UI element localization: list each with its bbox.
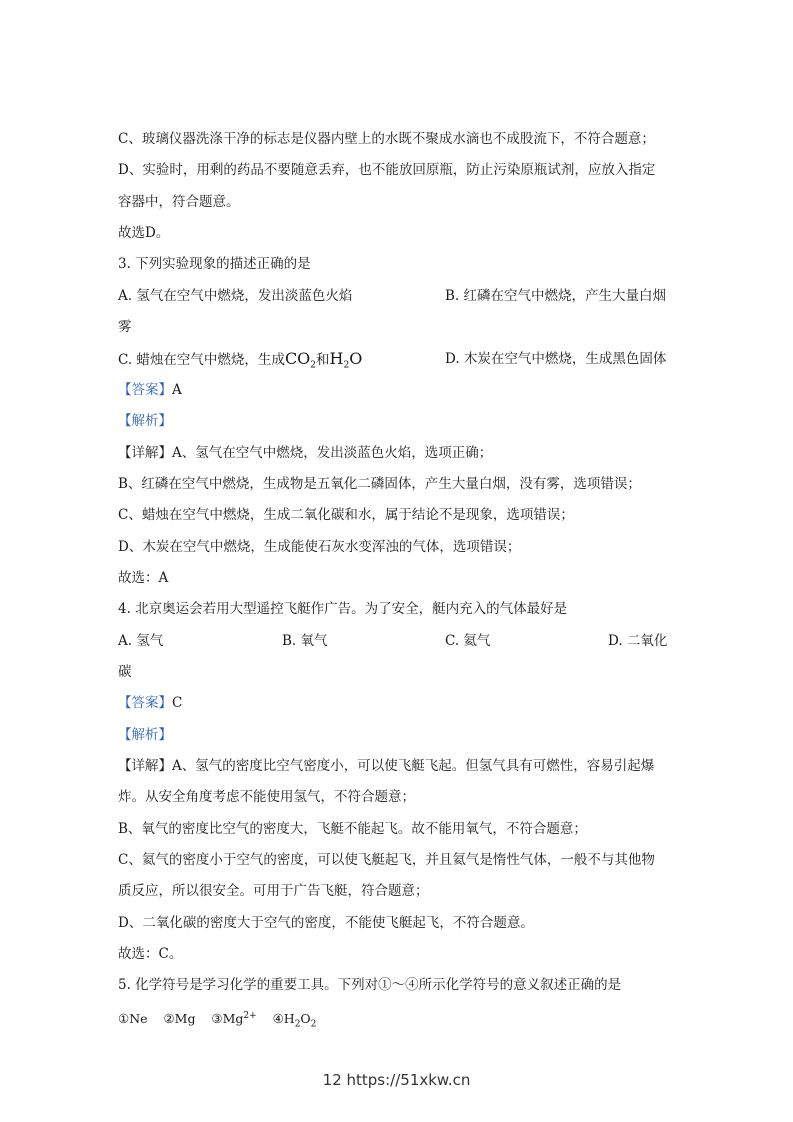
symbol-1: ①Ne <box>118 1011 148 1027</box>
q3-option-c: C. 蜡烛在空气中燃烧，生成$CO_2$和$H_2O$ <box>118 349 363 371</box>
q4-detail-a-cont: 炸。从安全角度考虑不能使用氢气，不符合题意； <box>118 789 415 805</box>
q3-detail-c: C、蜡烛在空气中燃烧，生成二氧化碳和水，属于结论不是现象，选项错误； <box>118 507 574 523</box>
detail-tag: 【详解】 <box>118 445 172 461</box>
q3-conclusion: 故选：A <box>118 570 169 586</box>
detail-tag: 【详解】 <box>118 758 172 774</box>
q3-detail-d: D、木炭在空气中燃烧，生成能使石灰水变浑浊的气体，选项错误； <box>118 539 521 555</box>
q4-detail-a: 【详解】A、氢气的密度比空气密度小，可以使飞艇飞起。但氢气具有可燃性，容易引起爆 <box>118 758 655 774</box>
q3-option-b-cont: 雾 <box>118 319 132 335</box>
q5-symbols <box>118 1006 316 1035</box>
answer-tag: 【答案】 <box>118 695 172 711</box>
answer-tag: 【答案】 <box>118 382 172 398</box>
symbol-3: $③Mg^{2+}$ <box>211 1011 257 1027</box>
q3-answer: 【答案】A <box>118 382 182 398</box>
q3-detail-b: B、红磷在空气中燃烧，生成物是五氧化二磷固体，产生大量白烟，没有雾，选项错误； <box>118 476 641 492</box>
q4-option-d: D. 二氧化 <box>608 633 668 649</box>
q4-option-c: C. 氦气 <box>445 633 491 649</box>
page-footer: 12 https://51xkw.cn <box>322 1071 471 1089</box>
q2-option-d-explanation-cont: 容器中，符合题意。 <box>118 194 240 210</box>
q2-option-c-explanation: C、玻璃仪器洗涤干净的标志是仪器内壁上的水既不聚成水滴也不成股流下，不符合题意； <box>118 131 655 147</box>
q4-detail-c-cont: 质反应，所以很安全。可用于广告飞艇，符合题意； <box>118 883 429 899</box>
symbol-2: ②Mg <box>163 1011 196 1027</box>
q2-conclusion: 故选D。 <box>118 225 170 241</box>
q3-detail-a: 【详解】A、氢气在空气中燃烧，发出淡蓝色火焰，选项正确； <box>118 445 493 461</box>
q3-analysis-tag: 【解析】 <box>118 413 172 429</box>
q4-detail-d: D、二氧化碳的密度大于空气的密度，不能使飞艇起飞，不符合题意。 <box>118 915 534 931</box>
q4-option-b: B. 氧气 <box>282 633 328 649</box>
q4-detail-c: C、氦气的密度小于空气的密度，可以使飞艇起飞，并且氦气是惰性气体，一般不与其他物 <box>118 852 655 868</box>
q4-option-a: A. 氢气 <box>118 633 164 649</box>
q5-stem: 5. 化学符号是学习化学的重要工具。下列对①～④所示化学符号的意义叙述正确的是 <box>118 977 622 993</box>
q4-detail-b: B、氧气的密度比空气的密度大，飞艇不能起飞。故不能用氧气，不符合题意； <box>118 821 587 837</box>
q4-conclusion: 故选：C。 <box>118 946 183 962</box>
q3-option-a: A. 氢气在空气中燃烧，发出淡蓝色火焰 <box>118 288 353 304</box>
q4-option-d-cont: 碳 <box>118 664 132 680</box>
q3-option-b: B. 红磷在空气中燃烧，产生大量白烟 <box>445 288 667 304</box>
q4-answer: 【答案】C <box>118 695 183 711</box>
q2-option-d-explanation: D、实验时，用剩的药品不要随意丢弃，也不能放回原瓶，防止污染原瓶试剂，应放入指定 <box>118 162 656 178</box>
q4-analysis-tag: 【解析】 <box>118 727 172 743</box>
q4-stem: 4. 北京奥运会若用大型遥控飞艇作广告。为了安全，艇内充入的气体最好是 <box>118 601 568 617</box>
q3-stem: 3. 下列实验现象的描述正确的是 <box>118 256 311 272</box>
symbol-4: $④H_2O_2$ <box>272 1011 317 1030</box>
q3-option-d: D. 木炭在空气中燃烧，生成黑色固体 <box>445 351 667 367</box>
